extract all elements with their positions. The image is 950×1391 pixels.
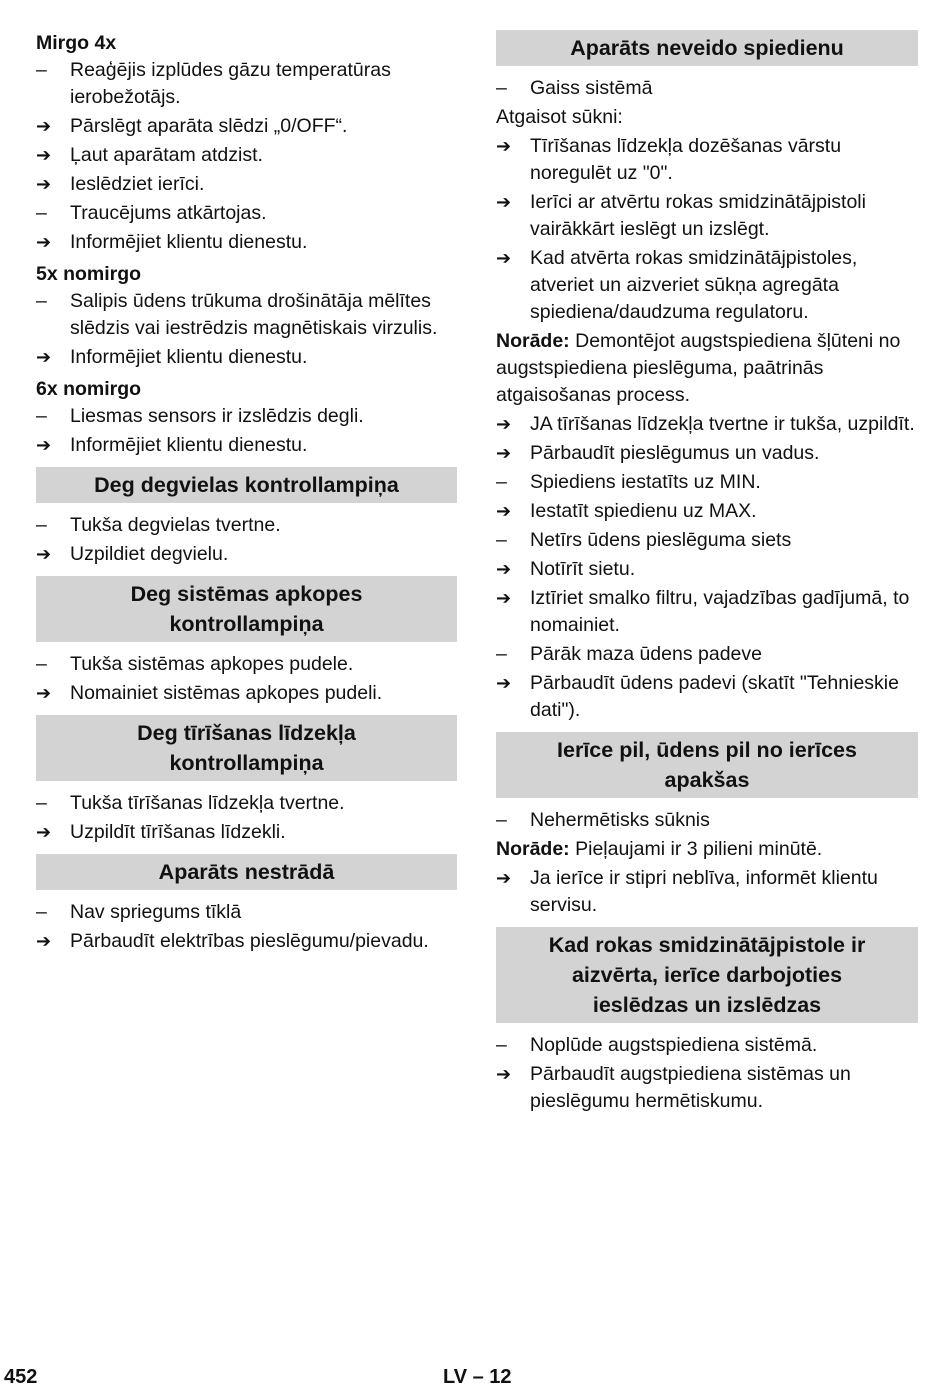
dash-list-item xyxy=(36,288,457,342)
arrow-icon: ➔ xyxy=(36,931,52,951)
section-heading-line: ieslēdzas un izslēdzas xyxy=(592,993,822,1017)
item-text: Ja ierīce ir stipri neblīva, informēt klientu servisu. xyxy=(530,867,878,916)
action-list-item xyxy=(496,133,918,187)
item-text: Informējiet klientu dienestu. xyxy=(70,346,308,368)
section-heading xyxy=(496,30,918,66)
section-heading-line: aizvērta, ierīce darbojoties xyxy=(571,963,843,987)
dash-bullet: – xyxy=(36,514,47,536)
arrow-icon: ➔ xyxy=(36,116,52,136)
item-text: Iestatīt spiedienu uz MAX. xyxy=(530,500,757,522)
action-list-item xyxy=(496,440,918,467)
section-heading-line: kontrollampiņa xyxy=(169,751,324,775)
action-list-item xyxy=(496,865,918,919)
section-heading-line: Deg tīrīšanas līdzekļa xyxy=(137,721,356,745)
dash-list-item xyxy=(496,641,918,668)
section-heading-line: Kad rokas smidzinātājpistole ir xyxy=(548,933,866,957)
action-list-item xyxy=(36,928,457,955)
item-text: Ieslēdziet ierīci. xyxy=(70,173,205,195)
arrow-icon: ➔ xyxy=(36,435,52,455)
dash-bullet: – xyxy=(36,405,47,427)
item-text: Traucējums atkārtojas. xyxy=(70,202,267,224)
item-text: Reaģējis izplūdes gāzu temperatūras ierobežotājs. xyxy=(70,59,391,108)
item-text: Noplūde augstspiediena sistēmā. xyxy=(530,1034,818,1056)
item-text: Netīrs ūdens pieslēguma siets xyxy=(530,529,792,551)
subheading: 6x nomirgo xyxy=(36,378,142,400)
arrow-icon: ➔ xyxy=(496,414,512,434)
arrow-icon: ➔ xyxy=(496,248,512,268)
section-heading xyxy=(36,854,457,890)
item-text: Pārbaudīt pieslēgumus un vadus. xyxy=(530,442,820,464)
item-text: Ļaut aparātam atdzist. xyxy=(70,144,263,166)
section-heading xyxy=(496,732,918,798)
arrow-icon: ➔ xyxy=(496,673,512,693)
section-heading-line: Deg degvielas kontrollampiņa xyxy=(94,473,399,497)
arrow-icon: ➔ xyxy=(36,347,52,367)
section-heading-line: Ierīce pil, ūdens pil no ierīces xyxy=(557,738,857,762)
action-list-item xyxy=(36,432,457,459)
section-heading xyxy=(36,576,457,642)
item-text: Gaiss sistēmā xyxy=(530,77,653,99)
dash-bullet: – xyxy=(36,653,47,675)
item-text: Notīrīt sietu. xyxy=(530,558,636,580)
section-heading-line: Deg sistēmas apkopes xyxy=(130,582,363,606)
dash-list-item xyxy=(36,651,457,678)
dash-bullet: – xyxy=(36,59,47,81)
action-list-item xyxy=(36,113,457,140)
action-list-item xyxy=(36,171,457,198)
action-list-item xyxy=(36,142,457,169)
item-text: Tukša sistēmas apkopes pudele. xyxy=(70,653,354,675)
section-heading xyxy=(496,927,918,1023)
section-heading-line: Aparāts neveido spiedienu xyxy=(570,36,844,60)
item-text: Liesmas sensors ir izslēdzis degli. xyxy=(70,405,364,427)
action-list-item xyxy=(496,556,918,583)
item-text: Salipis ūdens trūkuma drošinātāja mēlītes slēdzis vai iestrēdzis magnētiskais virzulis. xyxy=(70,290,438,339)
action-list-item xyxy=(496,411,918,438)
item-text: Pārslēgt aparāta slēdzi „0/OFF“. xyxy=(70,115,348,137)
section-heading xyxy=(36,715,457,781)
item-text: Uzpildiet degvielu. xyxy=(70,543,229,565)
dash-bullet: – xyxy=(496,809,507,831)
dash-bullet: – xyxy=(496,1034,507,1056)
dash-bullet: – xyxy=(496,643,507,665)
dash-list-item xyxy=(36,899,457,926)
item-text: Ierīci ar atvērtu rokas smidzinātājpistoli vairākkārt ieslēgt un izslēgt. xyxy=(530,191,866,240)
arrow-icon: ➔ xyxy=(496,443,512,463)
section-heading-line: Aparāts nestrādā xyxy=(158,860,335,884)
dash-list-item xyxy=(36,512,457,539)
section-heading-line: kontrollampiņa xyxy=(169,612,324,636)
arrow-icon: ➔ xyxy=(36,232,52,252)
note-text: Demontējot augstspiediena šļūteni no augstspiediena pieslēguma, paātrinās atgaisošanas process. xyxy=(496,330,901,406)
action-list-item xyxy=(36,344,457,371)
item-text: Iztīriet smalko filtru, vajadzības gadījumā, to nomainiet. xyxy=(530,587,910,636)
action-list-item xyxy=(36,680,457,707)
dash-list-item xyxy=(496,469,918,496)
action-list-item xyxy=(496,585,918,639)
item-text: JA tīrīšanas līdzekļa tvertne ir tukša, uzpildīt. xyxy=(530,413,915,435)
arrow-icon: ➔ xyxy=(496,559,512,579)
note-paragraph xyxy=(496,836,918,863)
action-list-item xyxy=(496,670,918,724)
action-list-item xyxy=(496,498,918,525)
item-text: Pārāk maza ūdens padeve xyxy=(530,643,762,665)
item-text: Uzpildīt tīrīšanas līdzekli. xyxy=(70,821,286,843)
item-text: Pārbaudīt augstpiediena sistēmas un pieslēgumu hermētiskumu. xyxy=(530,1063,851,1112)
item-text: Kad atvērta rokas smidzinātājpistoles, atveriet un aizveriet sūkņa agregāta spiediena/daudzuma regulatoru. xyxy=(530,247,858,323)
note-text: Pieļaujami ir 3 pilieni minūtē. xyxy=(569,838,823,860)
item-text: Informējiet klientu dienestu. xyxy=(70,231,308,253)
action-list-item xyxy=(36,541,457,568)
item-text: Tukša tīrīšanas līdzekļa tvertne. xyxy=(70,792,345,814)
action-list-item xyxy=(496,245,918,326)
note-paragraph xyxy=(496,328,918,409)
action-list-item xyxy=(36,819,457,846)
arrow-icon: ➔ xyxy=(36,544,52,564)
dash-list-item xyxy=(36,403,457,430)
note-label: Norāde: xyxy=(496,330,570,352)
dash-bullet: – xyxy=(36,901,47,923)
arrow-icon: ➔ xyxy=(36,683,52,703)
section-heading xyxy=(36,467,457,503)
item-text: Nehermētisks sūknis xyxy=(530,809,710,831)
dash-bullet: – xyxy=(496,529,507,551)
arrow-icon: ➔ xyxy=(496,588,512,608)
item-text: Tīrīšanas līdzekļa dozēšanas vārstu noregulēt uz "0". xyxy=(530,135,842,184)
dash-list-item xyxy=(36,200,457,227)
arrow-icon: ➔ xyxy=(36,174,52,194)
action-list-item xyxy=(36,229,457,256)
action-list-item xyxy=(496,189,918,243)
action-list-item xyxy=(496,1061,918,1115)
note-label: Norāde: xyxy=(496,838,570,860)
dash-bullet: – xyxy=(36,290,47,312)
item-text: Pārbaudīt elektrības pieslēgumu/pievadu. xyxy=(70,930,429,952)
page-label: LV – 12 xyxy=(443,1366,512,1388)
page-number: 452 xyxy=(4,1366,38,1388)
item-text: Spiediens iestatīts uz MIN. xyxy=(530,471,761,493)
arrow-icon: ➔ xyxy=(496,1064,512,1084)
arrow-icon: ➔ xyxy=(496,501,512,521)
right-column xyxy=(496,30,918,1117)
arrow-icon: ➔ xyxy=(36,145,52,165)
item-text: Pārbaudīt ūdens padevi (skatīt "Tehnieskie dati"). xyxy=(530,672,899,721)
item-text: Nav spriegums tīklā xyxy=(70,901,242,923)
section-heading-line: apakšas xyxy=(664,768,750,792)
dash-bullet: – xyxy=(496,471,507,493)
dash-list-item xyxy=(496,807,918,834)
arrow-icon: ➔ xyxy=(496,868,512,888)
paragraph: Atgaisot sūkni: xyxy=(496,106,623,128)
dash-list-item xyxy=(36,790,457,817)
item-text: Tukša degvielas tvertne. xyxy=(70,514,281,536)
dash-list-item xyxy=(496,75,918,102)
dash-list-item xyxy=(496,527,918,554)
dash-bullet: – xyxy=(36,792,47,814)
dash-bullet: – xyxy=(496,77,507,99)
arrow-icon: ➔ xyxy=(496,136,512,156)
item-text: Nomainiet sistēmas apkopes pudeli. xyxy=(70,682,383,704)
subheading: 5x nomirgo xyxy=(36,263,142,285)
arrow-icon: ➔ xyxy=(36,822,52,842)
dash-list-item xyxy=(36,57,457,111)
item-text: Informējiet klientu dienestu. xyxy=(70,434,308,456)
arrow-icon: ➔ xyxy=(496,192,512,212)
left-column xyxy=(36,30,457,957)
dash-bullet: – xyxy=(36,202,47,224)
subheading: Mirgo 4x xyxy=(36,32,117,54)
dash-list-item xyxy=(496,1032,918,1059)
